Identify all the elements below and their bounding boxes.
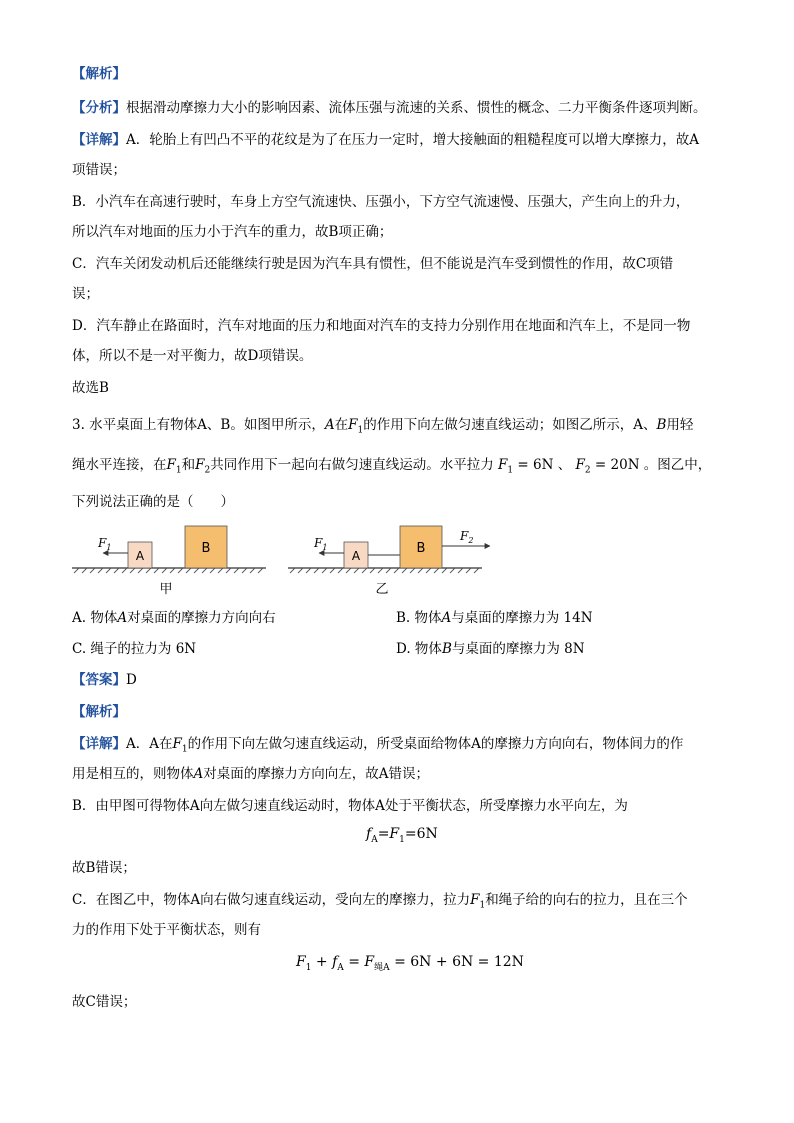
- option-b: B. 物体A与桌面的摩擦力为 14N: [396, 610, 593, 626]
- option-d: D. 物体B与桌面的摩擦力为 8N: [396, 641, 585, 657]
- option-c: C. 绳子的拉力为 6N: [72, 641, 197, 657]
- solution-b-line2: 故B错误；: [72, 860, 136, 876]
- caption-right: 乙: [375, 582, 389, 597]
- detail-a-line2: 项错误；: [72, 162, 126, 178]
- question-3-line2: 绳水平连接，在$F_1$和$F_2$共同作用下一起向右做匀速直线运动。水平拉力 $F_1 = 6N$ 、 $F_2 = 20N$ 。图乙中，: [72, 457, 712, 476]
- analysis-text: 【分析】根据滑动摩擦力大小的影响因素、流体压强与流速的关系、惯性的概念、二力平衡条件逐项判断。: [72, 100, 707, 116]
- solution-c-line2: 力的作用下处于平衡状态，则有: [72, 922, 261, 938]
- detail-d-line2: 体，所以不是一对平衡力，故D项错误。: [72, 348, 313, 364]
- question-3-line1: 3. 水平桌面上有物体A、B。如图甲所示，A在$F_1$的作用下向左做匀速直线运动；如图乙所示，A、B用轻: [72, 417, 694, 436]
- force-diagram: [70, 518, 490, 598]
- f1-label-left: $F_1$: [98, 536, 112, 552]
- solution-c-line1: C．在图乙中，物体A向右做匀速直线运动，受向左的摩擦力，拉力$F_1$和绳子给的向右的拉力，且在三个: [72, 892, 688, 911]
- solution-a-line1: 【详解】A．A在$F_1$的作用下向左做匀速直线运动，所受桌面给物体A的摩擦力方向向右，物体间力的作: [72, 736, 684, 755]
- option-a: A. 物体A对桌面的摩擦力方向向右: [72, 610, 276, 626]
- choice-line: 故选B: [72, 380, 109, 396]
- solution-b-line1: B．由甲图可得物体A向左做匀速直线运动时，物体A处于平衡状态，所受摩擦力水平向左，为: [72, 798, 628, 814]
- equation-balance: $F_1 + f_A = F_{绳A} = 6N + 6N = 12N$: [296, 954, 524, 973]
- detail-b-line1: B．小汽车在高速行驶时，车身上方空气流速快、压强小，下方空气流速慢、压强大，产生向上的升力，: [72, 194, 690, 210]
- detail-d-line1: D．汽车静止在路面时，汽车对地面的压力和地面对汽车的支持力分别作用在地面和汽车上，不是同一物: [72, 318, 691, 334]
- block-a-left-label: A: [135, 549, 145, 563]
- detail-a-line1: 【详解】A．轮胎上有凹凸不平的花纹是为了在压力一定时，增大接触面的粗糙程度可以增大摩擦力，故A: [72, 132, 699, 148]
- equation-fa: $f_A=F_1=6N$: [366, 826, 438, 845]
- solution-heading: 【解析】: [72, 704, 126, 720]
- solution-a-line2: 用是相互的，则物体A对桌面的摩擦力方向向左，故A错误；: [72, 766, 429, 782]
- caption-left: 甲: [159, 582, 173, 597]
- f2-label: $F_2$: [460, 529, 474, 545]
- f1-label-right: $F_1$: [314, 536, 328, 552]
- detail-c-line1: C．汽车关闭发动机后还能继续行驶是因为汽车具有惯性，但不能说是汽车受到惯性的作用，故C项错: [72, 256, 674, 272]
- answer-line: 【答案】D: [72, 672, 137, 688]
- analysis-heading: 【解析】: [72, 66, 126, 82]
- solution-c-line3: 故C错误；: [72, 994, 137, 1010]
- ground-left: [72, 568, 266, 573]
- block-b-right-label: B: [416, 541, 426, 556]
- block-a-right-label: A: [351, 549, 361, 563]
- ground-right: [288, 568, 482, 573]
- detail-b-line2: 所以汽车对地面的压力小于汽车的重力，故B项正确；: [72, 224, 393, 240]
- detail-c-line2: 误；: [72, 286, 99, 302]
- block-b-left-label: B: [201, 541, 211, 556]
- question-3-line3: 下列说法正确的是（ ）: [72, 494, 234, 510]
